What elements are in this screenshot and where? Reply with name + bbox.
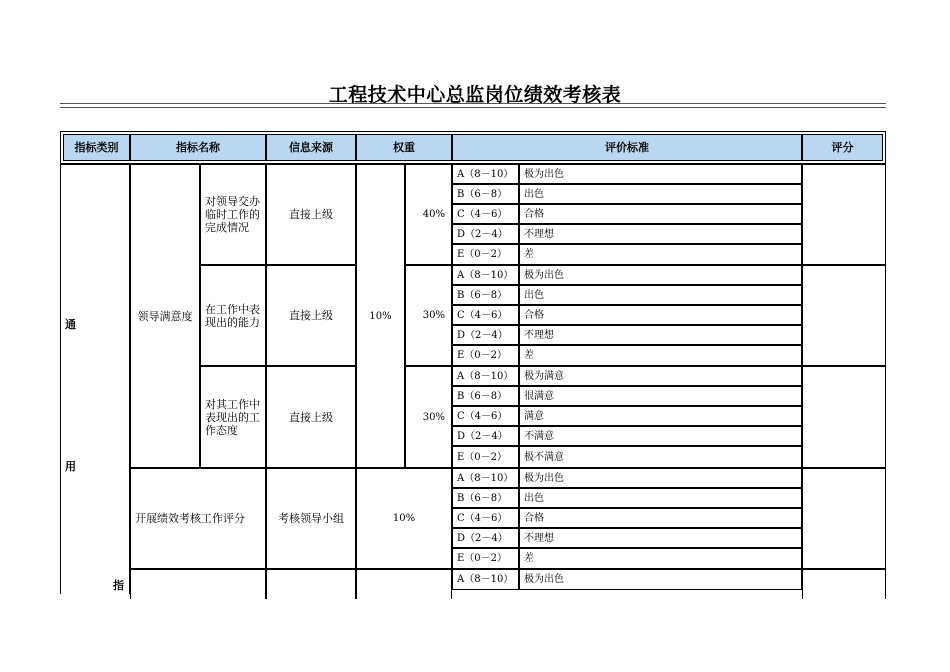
grade-label: B（6－8） xyxy=(452,285,519,305)
header-source: 信息来源 xyxy=(266,134,356,161)
grade-label: B（6－8） xyxy=(452,488,519,508)
grade-label: C（4－6） xyxy=(452,204,519,224)
grade-label: E（0－2） xyxy=(452,446,519,468)
grade-label: D（2－4） xyxy=(452,426,519,446)
group2-source: 考核领导小组 xyxy=(266,468,356,569)
group3-source xyxy=(266,569,356,599)
grade-desc: 不满意 xyxy=(519,426,802,446)
grade-label: A（8－10） xyxy=(452,569,519,590)
grade-label: A（8－10） xyxy=(452,468,519,488)
grade-label: B（6－8） xyxy=(452,184,519,204)
grade-desc: 合格 xyxy=(519,508,802,528)
grade-label: C（4－6） xyxy=(452,406,519,426)
score-cell[interactable] xyxy=(802,265,886,366)
grade-label: D（2－4） xyxy=(452,224,519,244)
category-char-2: 用 xyxy=(65,460,76,473)
group1-item2-weight: 30% xyxy=(405,265,452,366)
group3-name xyxy=(130,569,266,599)
grade-label: E（0－2） xyxy=(452,345,519,366)
grade-desc: 合格 xyxy=(519,305,802,325)
score-cell[interactable] xyxy=(802,468,886,569)
group1-item3-weight: 30% xyxy=(405,366,452,468)
grade-desc: 差 xyxy=(519,244,802,265)
group1-weight: 10% xyxy=(356,164,405,468)
page-title: 工程技术中心总监岗位绩效考核表 xyxy=(328,84,622,106)
category-char-3: 指 xyxy=(113,579,124,592)
group3-weight xyxy=(356,569,452,599)
grade-desc: 合格 xyxy=(519,204,802,224)
grade-desc: 不理想 xyxy=(519,528,802,548)
grade-desc: 极为出色 xyxy=(519,569,802,590)
title-rule-bottom xyxy=(60,107,886,108)
category-char-1: 通 xyxy=(65,318,76,331)
header-score: 评分 xyxy=(802,134,883,161)
header-criteria: 评价标准 xyxy=(452,134,802,161)
header-category: 指标类别 xyxy=(63,134,130,161)
group1-item1-name: 对领导交办临时工作的完成情况 xyxy=(200,164,266,265)
group1-item2-name: 在工作中表现出的能力 xyxy=(200,265,266,366)
grade-label: A（8－10） xyxy=(452,164,519,184)
grade-label: B（6－8） xyxy=(452,386,519,406)
grade-desc: 极为满意 xyxy=(519,366,802,386)
grade-desc: 出色 xyxy=(519,488,802,508)
title-rule-top xyxy=(60,103,886,104)
grade-desc: 差 xyxy=(519,548,802,569)
header-weight: 权重 xyxy=(356,134,452,161)
score-cell[interactable] xyxy=(802,569,886,599)
grade-desc: 出色 xyxy=(519,285,802,305)
header-name: 指标名称 xyxy=(130,134,266,161)
score-cell[interactable] xyxy=(802,164,886,265)
group1-item3-source: 直接上级 xyxy=(266,366,356,468)
grade-desc: 不理想 xyxy=(519,224,802,244)
group1-item3-name: 对其工作中表现出的工作态度 xyxy=(200,366,266,468)
group1-item1-source: 直接上级 xyxy=(266,164,356,265)
grade-label: E（0－2） xyxy=(452,548,519,569)
grade-label: D（2－4） xyxy=(452,528,519,548)
group1-name: 领导满意度 xyxy=(130,164,200,468)
grade-label: E（0－2） xyxy=(452,244,519,265)
grade-desc: 满意 xyxy=(519,406,802,426)
grade-desc: 极为出色 xyxy=(519,468,802,488)
group2-name: 开展绩效考核工作评分 xyxy=(130,468,266,569)
grade-label: A（8－10） xyxy=(452,265,519,285)
score-cell[interactable] xyxy=(802,366,886,468)
grade-desc: 极不满意 xyxy=(519,446,802,468)
grade-desc: 很满意 xyxy=(519,386,802,406)
group2-weight: 10% xyxy=(356,468,452,569)
group1-item1-weight: 40% xyxy=(405,164,452,265)
grade-desc: 极为出色 xyxy=(519,265,802,285)
grade-desc: 极为出色 xyxy=(519,164,802,184)
group1-item2-source: 直接上级 xyxy=(266,265,356,366)
grade-desc: 不理想 xyxy=(519,325,802,345)
grade-label: A（8－10） xyxy=(452,366,519,386)
grade-desc: 差 xyxy=(519,345,802,366)
grade-label: C（4－6） xyxy=(452,305,519,325)
grade-label: D（2－4） xyxy=(452,325,519,345)
grade-desc: 出色 xyxy=(519,184,802,204)
category-cell xyxy=(60,164,130,594)
grade-label: C（4－6） xyxy=(452,508,519,528)
